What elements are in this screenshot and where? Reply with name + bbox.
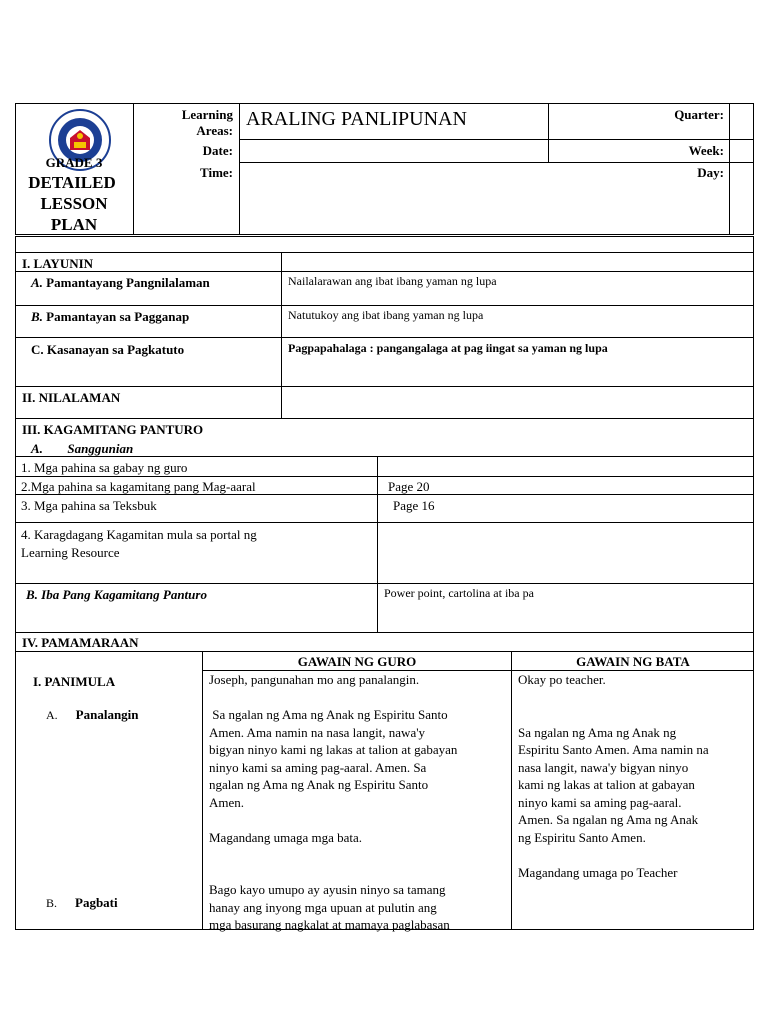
bata-line: Magandang umaga po Teacher (518, 864, 678, 880)
row-line (15, 632, 754, 633)
col-header-bata: GAWAIN NG BATA (576, 654, 690, 669)
guro-line: Amen. Ama namin na nasa langit, nawa'y (209, 724, 426, 740)
kagamitan-row3-value: Page 16 (393, 498, 435, 513)
week-label: Week: (688, 143, 724, 158)
bata-line (518, 689, 752, 707)
plan-title-line2: LESSON (40, 194, 108, 213)
plan-title-line3: PLAN (50, 215, 98, 234)
row-line (15, 386, 754, 387)
bata-line: Amen. Sa ngalan ng Ama ng Anak (518, 812, 699, 827)
kagamitan-row1-label: 1. Mga pahina sa gabay ng guro (21, 460, 188, 475)
layunin-b-row (31, 308, 189, 325)
bata-line: kami ng lakas at talion at gabayan (518, 777, 695, 792)
layunin-b-value: Natutukoy ang ibat ibang yaman ng lupa (288, 308, 484, 322)
row-line (15, 252, 754, 253)
col-line-sanggunian (377, 456, 378, 632)
guro-line: Joseph, pangunahan mo ang panalangin. (209, 672, 420, 687)
pagbati-row (46, 894, 118, 912)
learning-areas-label-2: Areas: (196, 123, 233, 138)
plan-title-line1: DETAILED (28, 173, 116, 192)
sanggunian-letter: A. (31, 441, 43, 456)
layunin-a-value: Nailalarawan ang ibat ibang yaman ng lupa (288, 274, 497, 288)
bata-activity-text (518, 671, 752, 881)
guro-line: hanay ang inyong mga upuan at pulutin ang (209, 899, 437, 915)
col-line-layunin (281, 252, 282, 418)
date-label: Date: (202, 143, 233, 158)
bata-line: ninyo kami sa aming pag-aaral. (518, 794, 682, 810)
layunin-c-label: C. Kasanayan sa Pagkatuto (31, 342, 185, 357)
row-line (15, 337, 754, 338)
learning-areas-label-1: Learning (181, 107, 233, 122)
col-header-guro: GAWAIN NG GURO (297, 654, 417, 669)
layunin-a-letter (31, 274, 210, 291)
guro-line: bigyan ninyo kami ng lakas at talion at gabayan (209, 742, 458, 757)
guro-activity-text (209, 671, 509, 934)
bata-line: Espiritu Santo Amen. Ama namin na (518, 742, 709, 757)
header-vline-area (548, 103, 549, 162)
bata-line: Sa ngalan ng Ama ng Anak ng (518, 724, 677, 740)
guro-line (209, 864, 509, 882)
pagbati-label: Pagbati (75, 895, 118, 910)
bata-line: Okay po teacher. (518, 672, 606, 687)
col-line-pamamaraan-1 (202, 651, 203, 930)
row-line (15, 476, 754, 477)
bata-line: nasa langit, nawa'y bigyan ninyo (518, 759, 689, 775)
pamamaraan-title: IV. PAMAMARAAN (22, 635, 139, 650)
bata-line: ng Espiritu Santo Amen. (518, 829, 646, 845)
kagamitan-row4-label-1: 4. Karagdagang Kagamitan mula sa portal ng (21, 527, 257, 542)
guro-line: ninyo kami sa aming pag-aaral. Amen. Sa (209, 759, 427, 775)
header-divider-left (133, 103, 134, 235)
guro-line: mga basurang nagkalat at mamaya paglabasan (209, 917, 450, 932)
kagamitan-title: III. KAGAMITANG PANTURO (22, 422, 204, 437)
pagbati-letter: B. (46, 896, 58, 910)
kagamitan-row2-value: Page 20 (388, 479, 430, 494)
layunin-c-value: Pagpapahalaga : pangangalaga at pag iingat sa yaman ng lupa (288, 341, 608, 355)
row-line (15, 583, 754, 584)
bata-line (518, 706, 752, 724)
nilalaman-title: II. NILALAMAN (22, 390, 121, 405)
kagamitan-row2-label: 2.Mga pahina sa kagamitang pang Mag-aaral (21, 479, 256, 494)
header-hline-1 (239, 139, 754, 140)
sanggunian-label: Sanggunian (67, 441, 134, 456)
header-vline-label (239, 103, 240, 235)
guro-line: Bago kayo umupo ay ayusin ninyo sa tamang (209, 882, 446, 897)
kagamitan-row4-label-2: Learning Resource (21, 545, 120, 560)
guro-line (209, 846, 509, 864)
header-vline-right (729, 103, 730, 235)
kagamitan-b-value: Power point, cartolina at iba pa (384, 586, 534, 600)
guro-line (209, 811, 509, 829)
row-line (15, 271, 754, 272)
guro-line (209, 689, 509, 707)
day-label: Day: (697, 165, 724, 180)
bata-line (518, 846, 752, 864)
kagamitan-b-label: B. Iba Pang Kagamitang Panturo (26, 587, 207, 602)
panalangin-label: Panalangin (75, 707, 139, 722)
layunin-a-label: Pamantayang Pangnilalaman (46, 275, 210, 290)
header-hline-2 (239, 162, 754, 163)
time-label: Time: (200, 165, 233, 180)
layunin-b-label: Pamantayan sa Pagganap (46, 309, 190, 324)
guro-line: Amen. (209, 794, 245, 810)
grade-label: GRADE 3 (45, 155, 103, 170)
row-line (15, 418, 754, 419)
guro-line: Sa ngalan ng Ama ng Anak ng Espiritu Santo (209, 707, 448, 722)
row-line (15, 651, 754, 652)
col-line-pamamaraan-2 (511, 651, 512, 930)
panalangin-row (46, 706, 139, 724)
learning-area-value: ARALING PANLIPUNAN (246, 108, 467, 130)
guro-line: Magandang umaga mga bata. (209, 829, 363, 845)
row-line (15, 305, 754, 306)
guro-line: ngalan ng Ama ng Anak ng Espiritu Santo (209, 777, 429, 792)
layunin-title: I. LAYUNIN (22, 256, 94, 271)
layunin-a-letter-text: A. (31, 275, 43, 290)
row-line (15, 522, 754, 523)
panalangin-letter: A. (46, 708, 58, 722)
quarter-label: Quarter: (674, 107, 724, 122)
panimula-label: I. PANIMULA (33, 674, 116, 689)
sanggunian-row (31, 440, 133, 457)
layunin-b-letter-text: B. (31, 309, 43, 324)
kagamitan-row3-label: 3. Mga pahina sa Teksbuk (21, 498, 157, 513)
